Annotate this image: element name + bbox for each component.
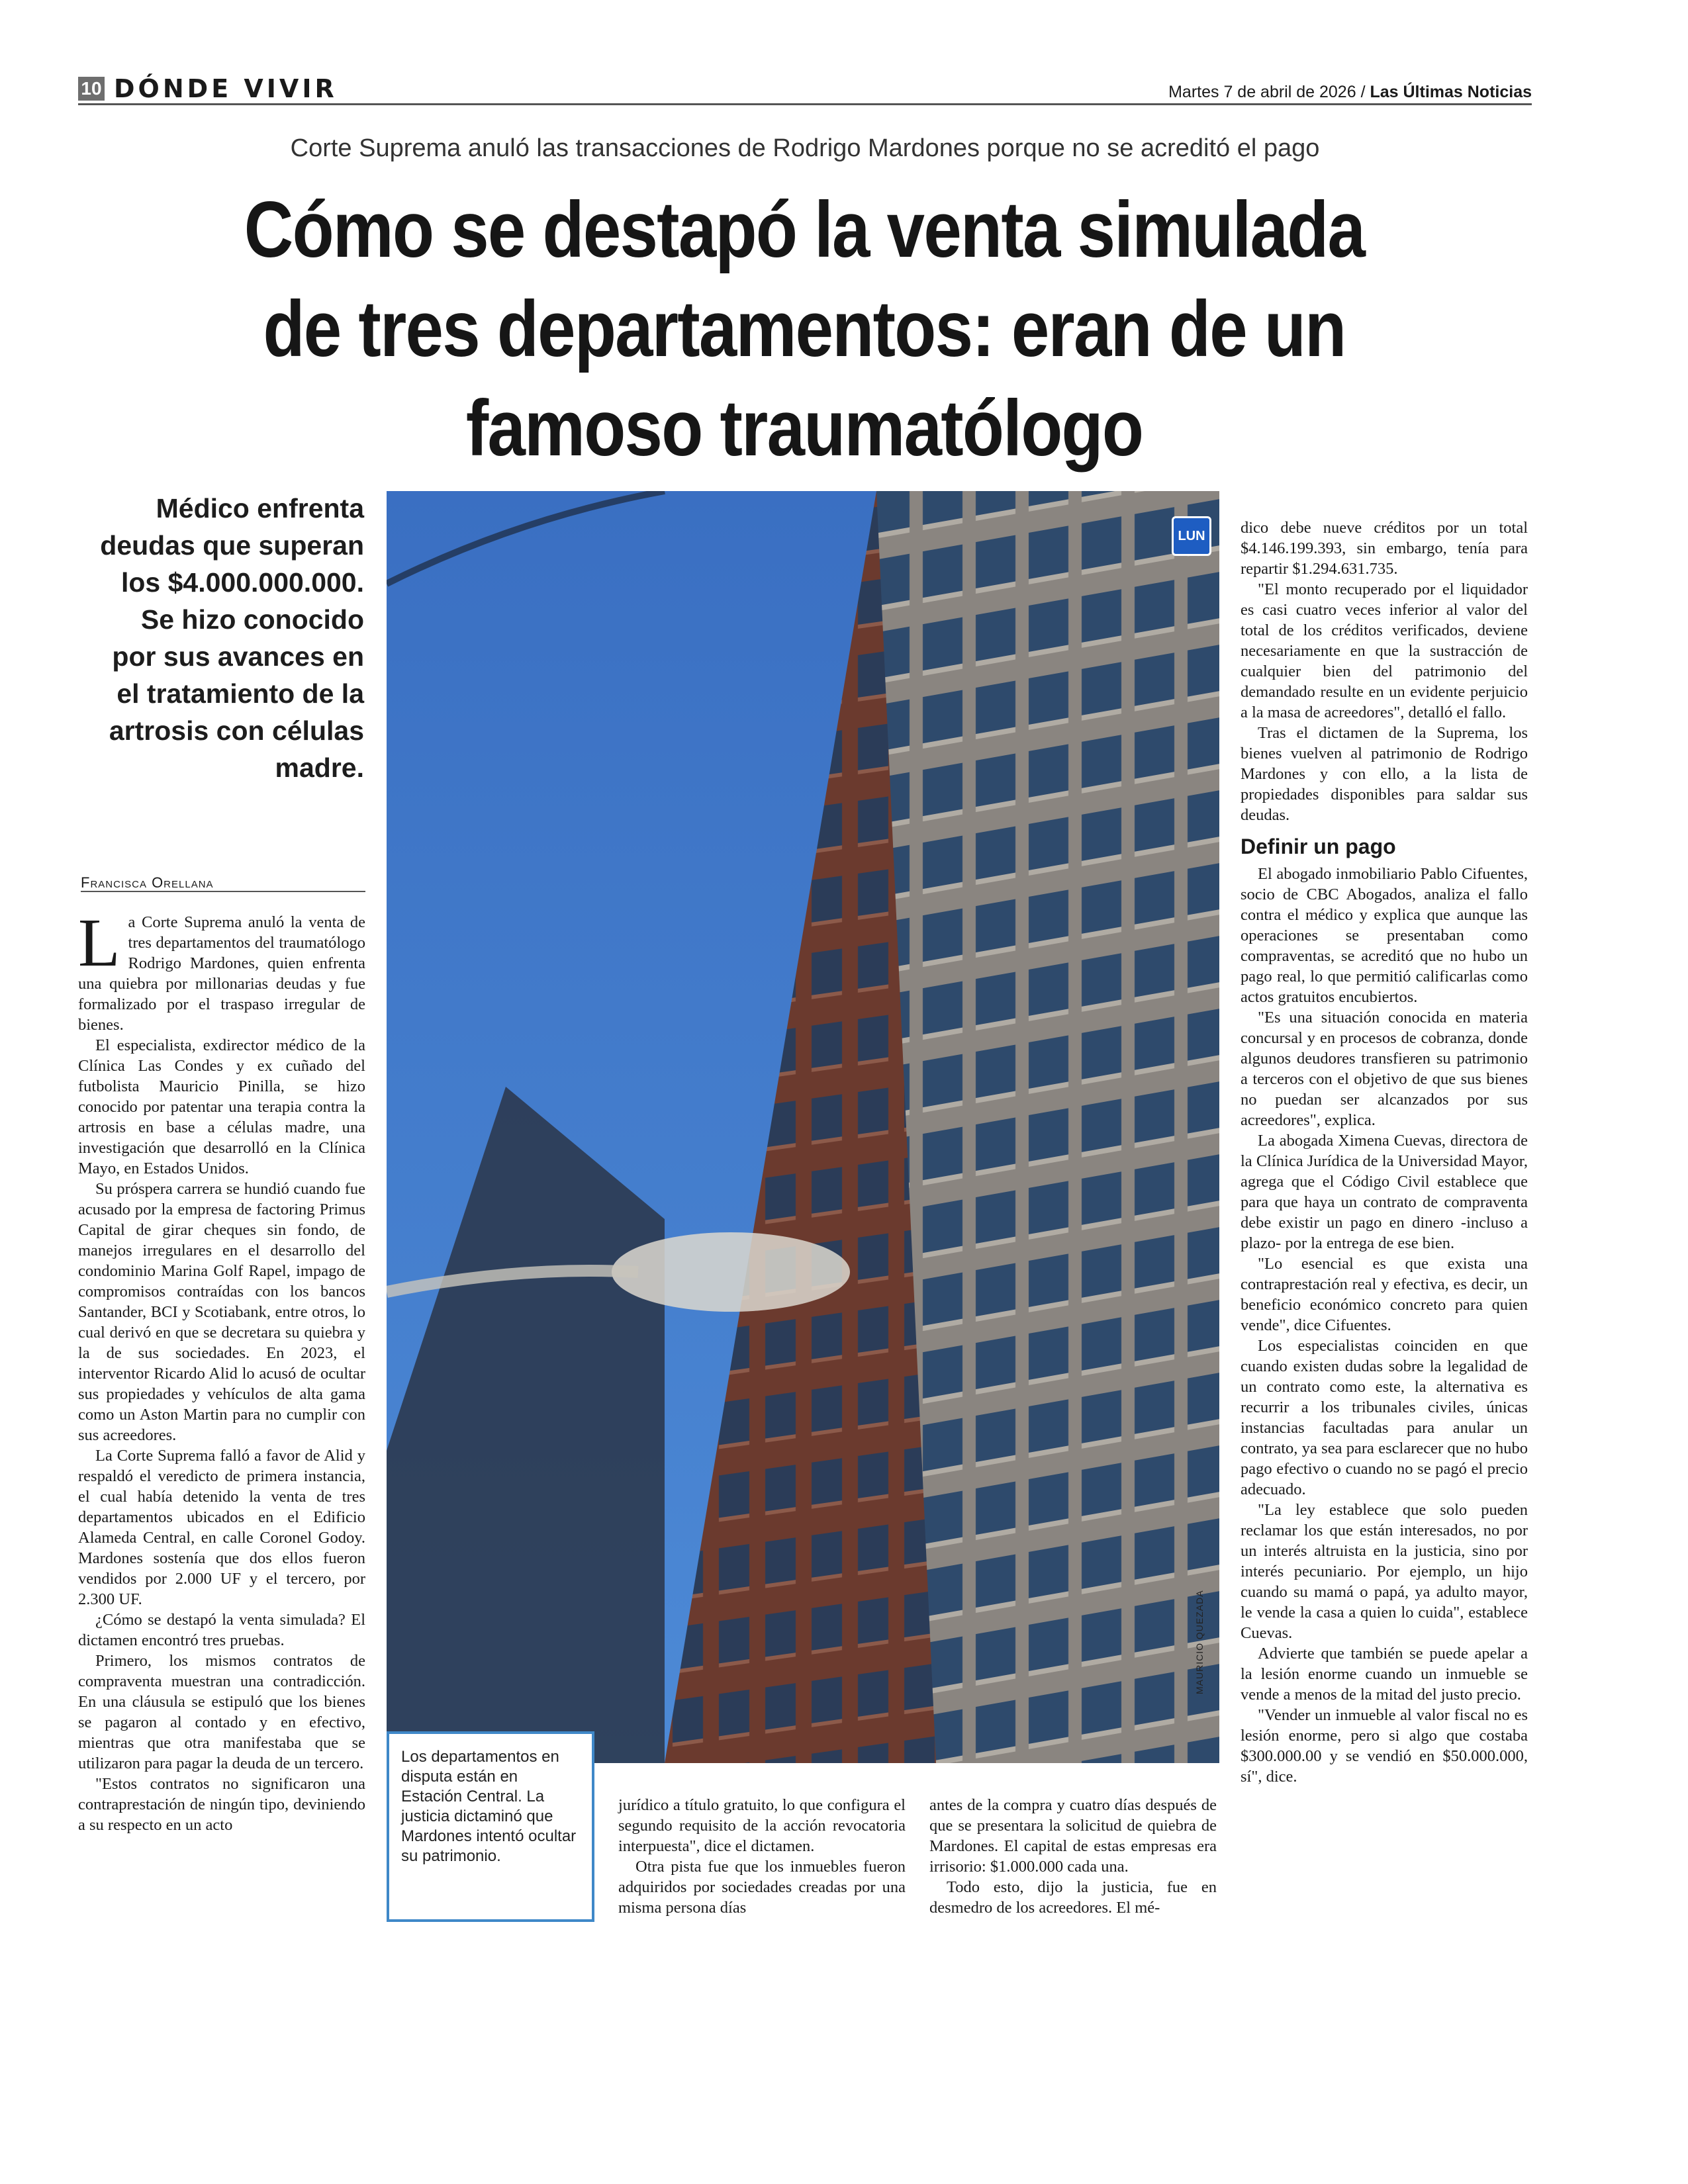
- paragraph: ¿Cómo se destapó la venta simulada? El dictamen encontró tres pruebas.: [78, 1611, 365, 1649]
- body-column-2: [618, 1795, 906, 1918]
- deck: Médico enfrenta deudas que superan los $4.000.000.000. Se hizo conocido por sus avances en el tratamiento de la artrosis con células madre.: [100, 493, 364, 783]
- paragraph: Tras el dictamen de la Suprema, los bienes vuelven al patrimonio de Rodrigo Mardones y con ello, a la lista de propiedades disponibles para saldar sus deudas.: [1241, 724, 1528, 824]
- separator: /: [1360, 83, 1366, 101]
- photo-caption: Los departamentos en disputa están en Estación Central. La justicia dictaminó que Mardones intentó ocultar su patrimonio.: [387, 1731, 594, 1922]
- paragraph: Su próspera carrera se hundió cuando fue acusado por la empresa de factoring Primus Capital de girar cheques sin fondo, de manejos irregulares en el desarrollo del condominio Marina Golf Rapel, impago de compromisos contraídas con los bancos Santander, BCI y Scotiabank, entre otros, lo cual derivó en que se decretara su quiebra y la de sus sociedades. En 2023, el interventor Ricardo Alid lo acusó de ocultar sus propiedades y vehículos de alta gama como un Aston Martin para no cumplir con sus acreedores.: [78, 1180, 365, 1444]
- date: Martes 7 de abril de 2026: [1168, 83, 1356, 101]
- photo-credit: MAURICIO QUEZADA: [1194, 1590, 1205, 1694]
- byline: Francisca Orellana: [81, 874, 214, 891]
- headline-line-2: de tres departamentos: eran de un: [263, 285, 1346, 373]
- paragraph: Advierte que también se puede apelar a la lesión enorme cuando un inmueble se vende a menos de la mitad del justo precio.: [1241, 1645, 1528, 1704]
- paragraph: "La ley establece que solo pueden reclamar los que están interesados, no por un interés altruista en la justicia, sino por interés pecuniario. Por ejemplo, un hijo cuando su mamá o papá, ya adulto mayor, le vende la casa a quien lo cuida", establece Cuevas.: [1241, 1501, 1528, 1642]
- paragraph: "Lo esencial es que exista una contraprestación real y efectiva, es decir, un beneficio económico concreto para quien vende", dice Cifuentes.: [1241, 1255, 1528, 1334]
- paragraph: Los especialistas coinciden en que cuando existen dudas sobre la legalidad de un contrato como este, la alternativa es recurrir a los tribunales civiles, únicas instancias facultadas para anular un contrato, ya sea para esclarecer que no hubo pago efectivo o cuando no se pagó el precio adecuado.: [1241, 1337, 1528, 1498]
- section-title: DÓNDE VIVIR: [114, 74, 338, 103]
- page-number: 10: [78, 77, 105, 101]
- headline: [198, 180, 1411, 478]
- paragraph: La Corte Suprema anuló la venta de tres departamentos del traumatólogo Rodrigo Mardones, quien enfrenta una quiebra por millonarias deudas y fue formalizado por el traspaso irregular de bienes.: [78, 905, 365, 1034]
- paragraph: "Vender un inmueble al valor fiscal no es lesión enorme, pero si algo que costaba $300.000.00 y se vendió en $50.000.000, sí", dice.: [1241, 1706, 1528, 1786]
- body-column-4: [1241, 518, 1528, 1787]
- kicker: Corte Suprema anuló las transacciones de Rodrigo Mardones porque no se acreditó el pago: [290, 134, 1320, 162]
- header-rule: [78, 103, 1532, 105]
- paragraph: Todo esto, dijo la justicia, fue en desmedro de los acreedores. El mé-: [929, 1878, 1217, 1917]
- paragraph: La abogada Ximena Cuevas, directora de la Clínica Jurídica de la Universidad Mayor, agrega que el Código Civil establece que para que haya un contrato de compraventa debe existir un pago en dinero -incluso a plazo- por la entrega de ese bien.: [1241, 1132, 1528, 1252]
- headline-line-3: famoso traumatólogo: [465, 384, 1143, 473]
- paragraph: La Corte Suprema falló a favor de Alid y respaldó el veredicto de primera instancia, el cual había detenido la venta de tres departamentos ubicados en el Edificio Alameda Central, en calle Coronel Godoy. Mardones sostenía que dos ellos fueron vendidos por 2.000 UF y el tercero, por 2.300 UF.: [78, 1447, 365, 1608]
- lun-logo: LUN: [1172, 516, 1211, 556]
- paragraph: "Es una situación conocida en materia concursal y en procesos de cobranza, donde algunos deudores transfieren su patrimonio a terceros con el objetivo de que sus bienes no puedan ser alcanzados por sus acreedores", explica.: [1241, 1009, 1528, 1129]
- paragraph: Primero, los mismos contratos de compraventa muestran una contradicción. En una cláusula se estipuló que los bienes se pagaron al contado y en efectivo, mientras que otra manifestaba que se utilizaron para pagar la deuda de un tercero.: [78, 1652, 365, 1772]
- dropcap: L: [78, 905, 120, 981]
- article-photo: [387, 491, 1219, 1763]
- paragraph: jurídico a título gratuito, lo que configura el segundo requisito de la acción revocatoria interpuesta", dice el dictamen.: [618, 1796, 906, 1855]
- paragraph: El especialista, exdirector médico de la Clínica Las Condes y ex cuñado del futbolista Mauricio Pinilla, se hizo conocido por patentar una terapia contra la artrosis en base a células madre, una investigación que desarrolló en la Clínica Mayo, en Estados Unidos.: [78, 1036, 365, 1177]
- paragraph: Otra pista fue que los inmuebles fueron adquiridos por sociedades creadas por una misma persona días: [618, 1858, 906, 1917]
- publication-name: Las Últimas Noticias: [1370, 83, 1532, 101]
- body-column-3: [929, 1795, 1217, 1918]
- header-dateline: [1168, 82, 1532, 102]
- byline-rule: [81, 891, 365, 892]
- building-photo-illustration: [387, 491, 1219, 1763]
- paragraph: El abogado inmobiliario Pablo Cifuentes, socio de CBC Abogados, analiza el fallo contra el médico y explica que aunque las operaciones se presentaban como compraventas, se acreditó que no hubo un pago real, lo que permitió calificarlas como actos gratuitos encubiertos.: [1241, 865, 1528, 1006]
- body-column-1: [78, 905, 365, 1835]
- paragraph: "El monto recuperado por el liquidador es casi cuatro veces inferior al valor del total de los créditos verificados, deviene necesariamente en que la sustracción de cualquier bien del patrimonio del demandado resulte en un evidente perjuicio a la masa de acreedores", detalló el fallo.: [1241, 580, 1528, 721]
- headline-line-1: Cómo se destapó la venta simulada: [244, 185, 1365, 274]
- subhead: Definir un pago: [1241, 835, 1396, 858]
- paragraph: antes de la compra y cuatro días después de que se presentara la solicitud de quiebra de Mardones. El capital de estas empresas era irrisorio: $1.000.000 cada una.: [929, 1796, 1217, 1876]
- paragraph: "Estos contratos no significaron una contraprestación de ningún tipo, deviniendo a su respecto en un acto: [78, 1775, 365, 1834]
- paragraph: dico debe nueve créditos por un total $4.146.199.393, sin embargo, tenía para repartir $1.294.631.735.: [1241, 519, 1528, 578]
